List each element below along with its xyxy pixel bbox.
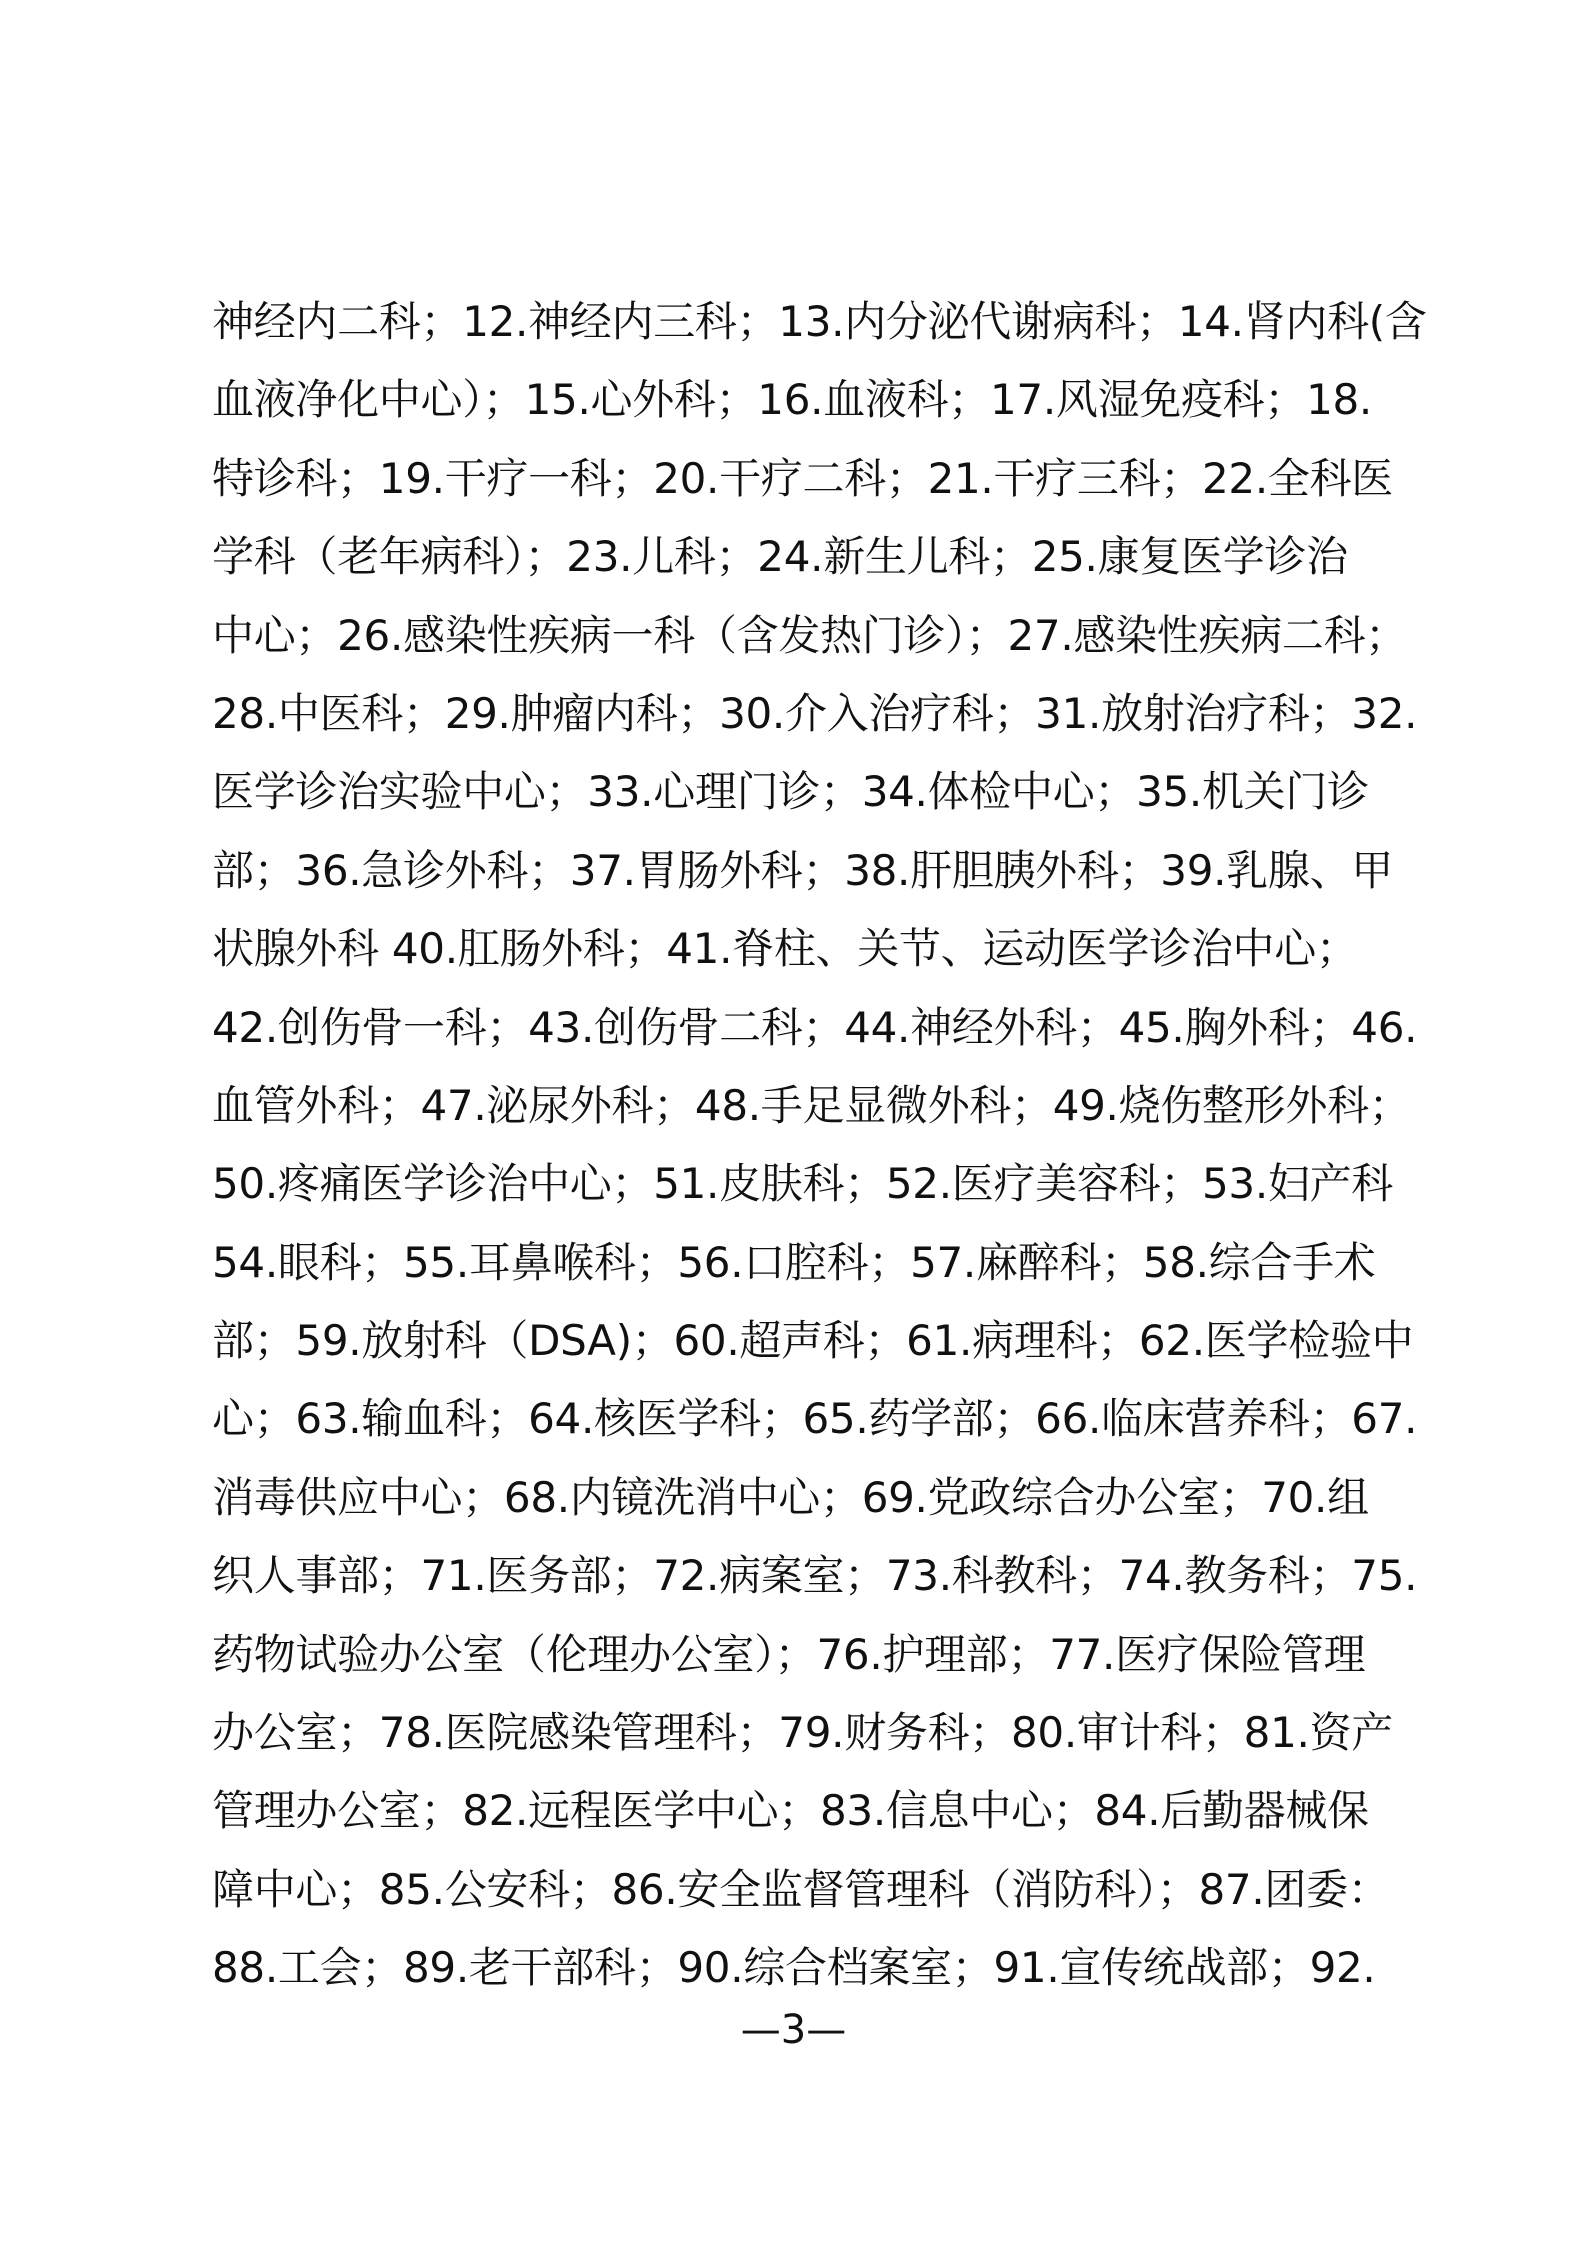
page-number: —3— (740, 2007, 847, 2053)
text-line-02: 血液净化中心）；15.心外科；16.血液科；17.风湿免疫科；18. (212, 375, 1372, 425)
text-line-15: 心；63.输血科；64.核医学科；65.药学部；66.临床营养科；67. (212, 1394, 1418, 1444)
text-line-20: 管理办公室；82.远程医学中心；83.信息中心；84.后勤器械保 (212, 1786, 1369, 1836)
text-line-05: 中心；26.感染性疾病一科（含发热门诊）；27.感染性疾病二科； (212, 610, 1407, 660)
text-line-12: 50.疼痛医学诊治中心；51.皮肤科；52.医疗美容科；53.妇产科 (212, 1159, 1393, 1209)
text-line-09: 状腺外科 40.肛肠外科；41.脊柱、关节、运动医学诊治中心； (212, 924, 1358, 974)
text-line-21: 障中心；85.公安科；86.安全监督管理科（消防科）；87.团委： (212, 1864, 1390, 1914)
text-line-07: 医学诊治实验中心；33.心理门诊；34.体检中心；35.机关门诊 (212, 767, 1369, 817)
text-line-03: 特诊科；19.干疗一科；20.干疗二科；21.干疗三科；22.全科医 (212, 453, 1393, 503)
text-line-16: 消毒供应中心；68.内镜洗消中心；69.党政综合办公室；70.组 (212, 1472, 1369, 1522)
text-line-22: 88.工会；89.老干部科；90.综合档案室；91.宣传统战部；92. (212, 1943, 1376, 1993)
text-line-10: 42.创伤骨一科；43.创伤骨二科；44.神经外科；45.胸外科；46. (212, 1002, 1418, 1052)
text-line-01: 神经内二科；12.神经内三科；13.内分泌代谢病科；14.肾内科(含 (212, 297, 1427, 346)
document-body (212, 283, 1427, 2008)
text-line-19: 办公室；78.医院感染管理科；79.财务科；80.审计科；81.资产 (212, 1708, 1393, 1758)
text-line-17: 织人事部；71.医务部；72.病案室；73.科教科；74.教务科；75. (212, 1551, 1418, 1601)
text-line-11: 血管外科；47.泌尿外科；48.手足显微外科；49.烧伤整形外科； (212, 1080, 1411, 1130)
text-line-04: 学科（老年病科）；23.儿科；24.新生儿科；25.康复医学诊治 (212, 532, 1348, 582)
text-line-06: 28.中医科；29.肿瘤内科；30.介入治疗科；31.放射治疗科；32. (212, 688, 1418, 738)
text-line-18: 药物试验办公室（伦理办公室）；76.护理部；77.医疗保险管理 (212, 1629, 1366, 1679)
text-line-08: 部；36.急诊外科；37.胃肠外科；38.肝胆胰外科；39.乳腺、甲 (212, 845, 1393, 895)
text-line-14: 部；59.放射科（DSA)；60.超声科；61.病理科；62.医学检验中 (212, 1316, 1414, 1366)
text-line-13: 54.眼科；55.耳鼻喉科；56.口腔科；57.麻醉科；58.综合手术 (212, 1237, 1376, 1287)
